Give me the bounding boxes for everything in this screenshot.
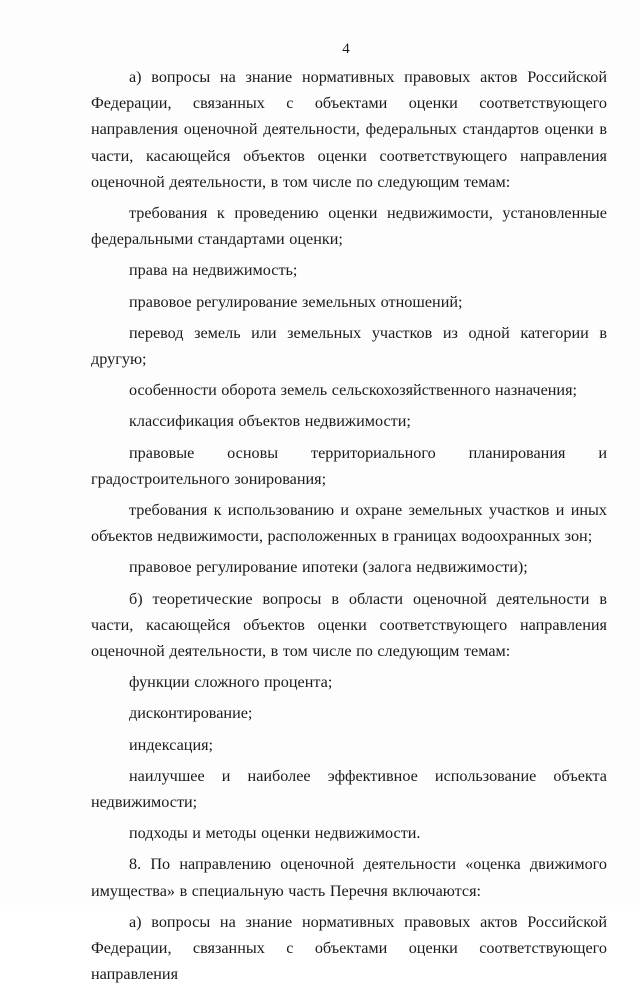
list-item-valuation-approaches: подходы и методы оценки недвижимости. <box>129 824 421 843</box>
list-item-indexation: индексация; <box>129 735 214 754</box>
list-item-discounting: дисконтирование; <box>129 704 253 723</box>
list-item-valuation-requirements: требования к проведению оценки недвижимости, установленные федеральными стандартами оценки; <box>91 204 607 249</box>
list-item-agricultural-land: особенности оборота земель сельскохозяйственного назначения; <box>129 381 578 400</box>
list-item-real-estate-classification: классификация объектов недвижимости; <box>129 412 411 431</box>
list-item-land-category-transfer: перевод земель или земельных участков из одной категории в другую; <box>91 323 607 369</box>
page-number: 4 <box>342 41 350 57</box>
list-item-land-relations: правовое регулирование земельных отношений; <box>129 292 463 311</box>
paragraph-a-legal-questions: а) вопросы на знание нормативных правовых актов Российской Федерации, связанных с объектами оценки соответствующего направления оценочной деятельности, федеральных стандартов оценки в части, касающейся объектов оценки соответствующего направления оценочной деятельности, в том числе по следующим темам: <box>91 68 607 191</box>
list-item-compound-interest: функции сложного процента; <box>129 673 333 692</box>
paragraph-8-movable-property: 8. По направлению оценочной деятельности «оценка движимого имущества» в специальную часть Перечня включаются: <box>91 855 607 900</box>
list-item-territorial-planning: правовые основы территориального планирования и градостроительного зонирования; <box>91 443 607 488</box>
list-item-highest-best-use: наилучшее и наиболее эффективное использование объекта недвижимости; <box>91 766 607 812</box>
paragraph-a-legal-questions-continued: а) вопросы на знание нормативных правовых актов Российской Федерации, связанных с объектами оценки соответствующего направления <box>91 912 607 984</box>
document-body <box>91 64 607 993</box>
list-item-mortgage-regulation: правовое регулирование ипотеки (залога недвижимости); <box>129 558 528 577</box>
list-item-water-protection-zones: требования к использованию и охране земельных участков и иных объектов недвижимости, расположенных в границах водоохранных зон; <box>91 501 607 546</box>
list-item-property-rights: права на недвижимость; <box>129 261 298 280</box>
paragraph-b-theoretical-questions: б) теоретические вопросы в области оценочной деятельности в части, касающейся объектов оценки соответствующего направления оценочной деятельности, в том числе по следующим темам: <box>91 589 607 661</box>
